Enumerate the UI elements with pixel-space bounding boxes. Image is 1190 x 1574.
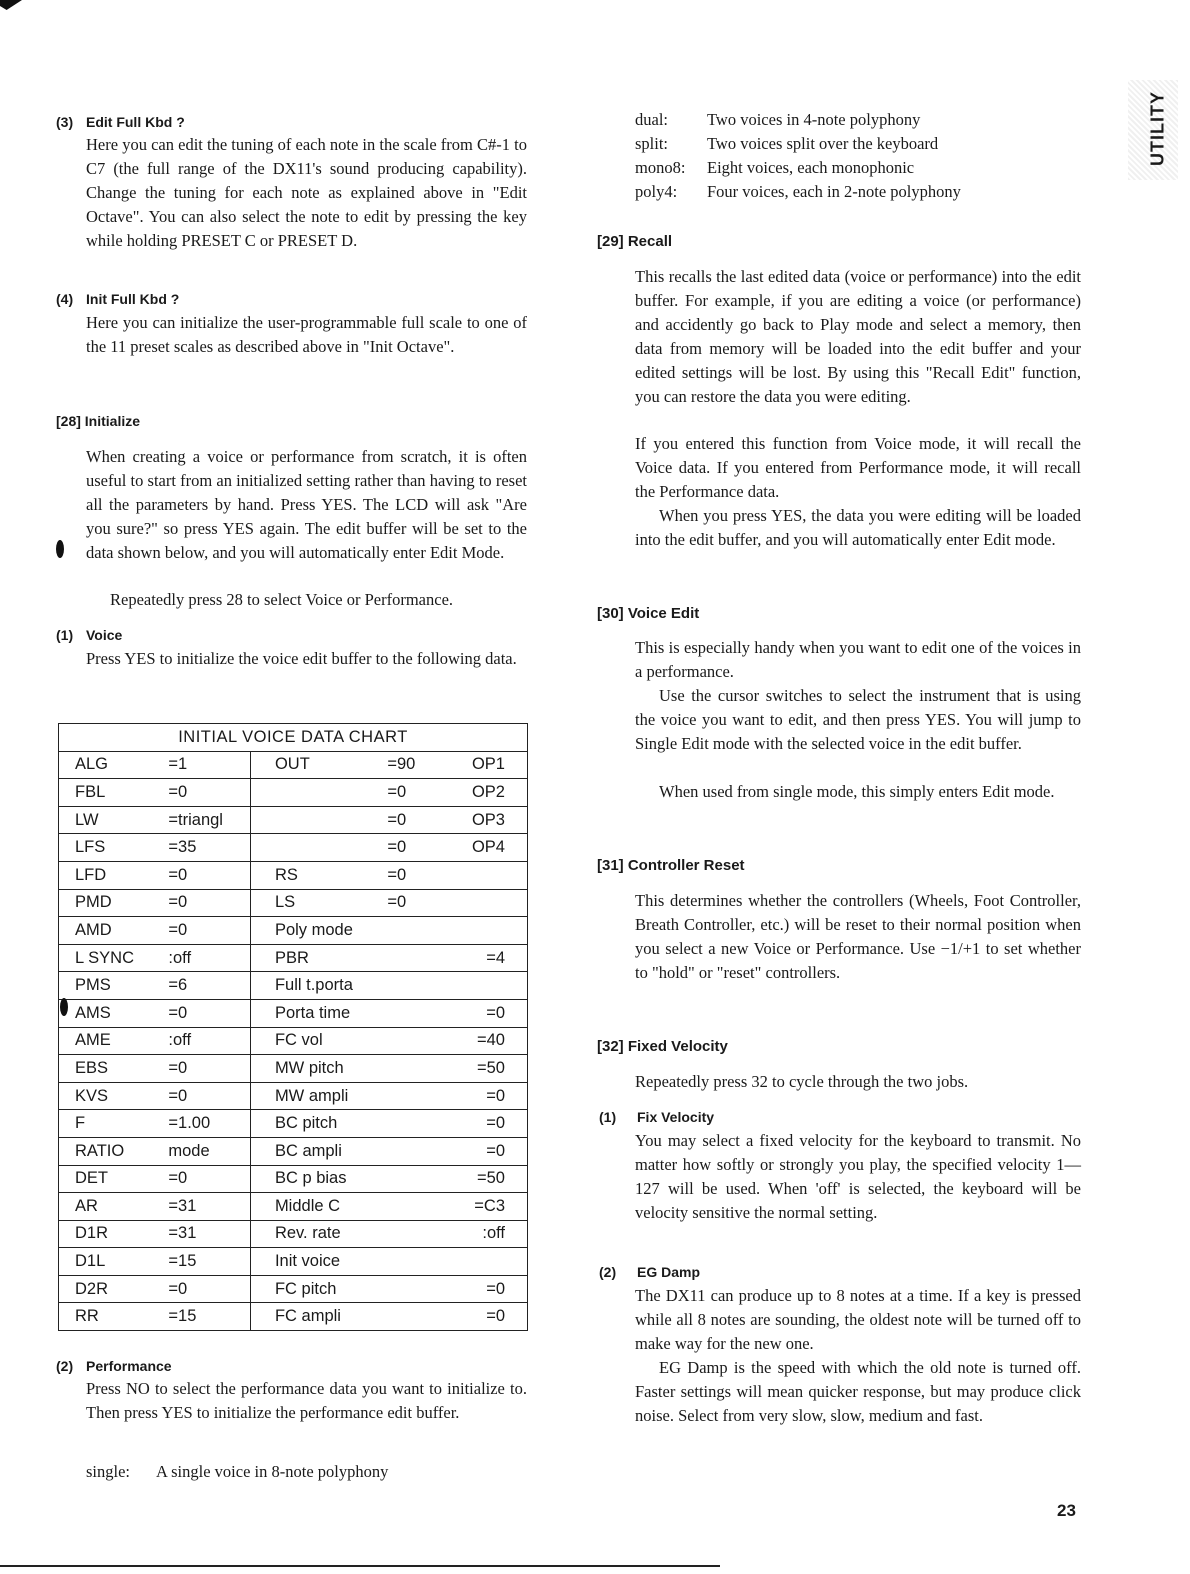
chart-param2-extra: =40: [458, 1027, 527, 1055]
chart-param2-value: =0: [371, 806, 458, 834]
chart-param-name: LFD: [59, 861, 153, 889]
chart-param2-value: =90: [371, 751, 458, 779]
single-mode-key: single:: [86, 1462, 130, 1481]
eg-damp-heading: (2) EG Damp: [599, 1264, 701, 1280]
corner-scan-mark: [0, 0, 22, 10]
chart-param2-value: [371, 1303, 458, 1331]
voice-edit-text: This is especially handy when you want to edit one of the voices in a performance.: [635, 638, 1081, 681]
chart-param2-value: [371, 1275, 458, 1303]
mode-row: [635, 108, 1075, 132]
chart-param2-name: FC pitch: [250, 1275, 371, 1303]
edit-full-kbd-text: Here you can edit the tuning of each note in the scale from C#-1 to C7 (the full range of the DX11's sound producing capability). Change the tuning for each note as explained above in "Edit Octave". You can also select the note to edit by pressing the key while holding PRESET C or PRESET D.: [86, 135, 527, 250]
chart-row: [59, 917, 528, 945]
chart-param2-extra: [458, 861, 527, 889]
chart-param2-value: [371, 972, 458, 1000]
chart-param2-name: BC p bias: [250, 1165, 371, 1193]
fix-velocity-text: You may select a fixed velocity for the keyboard to transmit. No matter how softly or strongly you play, the specified velocity 1—127 will be used. When 'off' is selected, the keyboard will be velocity sensitive the normal setting.: [635, 1131, 1081, 1222]
chart-param2-value: [371, 1055, 458, 1083]
voice-text: Press YES to initialize the voice edit buffer to the following data.: [86, 649, 517, 668]
chart-param2-name: BC pitch: [250, 1110, 371, 1138]
controller-reset-text: This determines whether the controllers (Wheels, Foot Controller, Breath Controller, etc.) will be reset to their normal position when you select a new Voice or Performance. Use −1/+1 to set whether to "hold" or "reset" controllers.: [635, 891, 1081, 982]
chart-param-value: =0: [152, 917, 250, 945]
chart-param2-name: Porta time: [250, 999, 371, 1027]
init-full-kbd-text: Here you can initialize the user-programmable full scale to one of the 11 preset scales as described above in "Init Octave".: [86, 313, 527, 356]
chart-param-value: =31: [152, 1220, 250, 1248]
chart-param-value: =31: [152, 1193, 250, 1221]
chart-param2-name: MW pitch: [250, 1055, 371, 1083]
single-mode-row: [86, 1462, 388, 1482]
voice-heading: (1) Voice: [56, 627, 123, 643]
mode-key: poly4:: [635, 182, 678, 201]
chart-param-name: AMS: [59, 999, 153, 1027]
mode-desc: Two voices split over the keyboard: [707, 134, 939, 153]
eg-damp-text-2: EG Damp is the speed with which the old note is turned off. Faster settings will mean quicker response, but may produce click noise. Select from very slow, slow, medium and fast.: [635, 1358, 1081, 1425]
chart-param2-name: Poly mode: [250, 917, 371, 945]
chart-row: [59, 1110, 528, 1138]
chart-param2-name: PBR: [250, 944, 371, 972]
controller-reset-heading: [31] Controller Reset: [597, 857, 745, 874]
chart-param2-value: [371, 1110, 458, 1138]
fixed-velocity-heading: [32] Fixed Velocity: [597, 1038, 728, 1055]
chart-param2-extra: OP4: [458, 834, 527, 862]
chart-param2-extra: OP3: [458, 806, 527, 834]
chart-row: [59, 1082, 528, 1110]
mode-row: [635, 132, 1075, 156]
chart-param2-extra: OP2: [458, 779, 527, 807]
chart-param2-name: FC vol: [250, 1027, 371, 1055]
chart-param2-extra: =50: [458, 1165, 527, 1193]
chart-param-value: =0: [152, 779, 250, 807]
chart-param-value: =0: [152, 1165, 250, 1193]
chart-param2-extra: OP1: [458, 751, 527, 779]
chart-param-name: D1R: [59, 1220, 153, 1248]
chart-row: [59, 1137, 528, 1165]
chart-row: [59, 779, 528, 807]
fix-velocity-heading: (1) Fix Velocity: [599, 1109, 715, 1125]
chart-param-value: =0: [152, 999, 250, 1027]
voice-edit-text-3: When used from single mode, this simply enters Edit mode.: [659, 782, 1055, 801]
mode-desc: Eight voices, each monophonic: [707, 158, 915, 177]
chart-param2-name: BC ampli: [250, 1137, 371, 1165]
chart-param2-value: [371, 1082, 458, 1110]
chart-param-name: AME: [59, 1027, 153, 1055]
voice-edit-heading: [30] Voice Edit: [597, 605, 700, 622]
chart-param-value: =0: [152, 861, 250, 889]
chart-param2-extra: =0: [458, 1303, 527, 1331]
recall-heading: [29] Recall: [597, 233, 673, 250]
chart-param-value: :off: [152, 1027, 250, 1055]
chart-param2-value: [371, 1027, 458, 1055]
chart-param2-extra: =0: [458, 1275, 527, 1303]
chart-param-name: RATIO: [59, 1137, 153, 1165]
bottom-rule: [0, 1565, 720, 1567]
chart-param2-value: [371, 944, 458, 972]
chart-param-name: KVS: [59, 1082, 153, 1110]
initialize-text-2: Repeatedly press 28 to select Voice or Performance.: [110, 590, 454, 609]
chart-param-name: ALG: [59, 751, 153, 779]
voice-edit-text-2: Use the cursor switches to select the instrument that is using the voice you want to edit, and then press YES. You will jump to Single Edit mode with the selected voice in the edit buffer.: [635, 686, 1081, 753]
chart-title: INITIAL VOICE DATA CHART: [59, 724, 528, 752]
chart-param-name: LW: [59, 806, 153, 834]
chart-param2-value: [371, 917, 458, 945]
chart-param-name: FBL: [59, 779, 153, 807]
chart-param2-extra: :off: [458, 1220, 527, 1248]
initialize-text: When creating a voice or performance from scratch, it is often useful to start from an initialized setting rather than having to reset all the parameters by hand. Press YES. The LCD will ask "Are you sure?" so press YES again. The edit buffer will be set to the data shown below, and you will automatically enter Edit Mode.: [86, 447, 527, 562]
chart-param2-name: [250, 779, 371, 807]
chart-param-name: D1L: [59, 1248, 153, 1276]
chart-param-value: mode: [152, 1137, 250, 1165]
mode-key: split:: [635, 134, 669, 153]
chart-param2-value: [371, 999, 458, 1027]
chart-param-value: =6: [152, 972, 250, 1000]
chart-param2-extra: =50: [458, 1055, 527, 1083]
chart-row: [59, 1193, 528, 1221]
mode-desc: Two voices in 4-note polyphony: [707, 110, 921, 129]
chart-param2-extra: [458, 1248, 527, 1276]
initial-voice-data-chart: [58, 723, 528, 1331]
fixed-velocity-text: Repeatedly press 32 to cycle through the two jobs.: [635, 1072, 969, 1091]
chart-param2-value: [371, 1220, 458, 1248]
chart-param2-name: [250, 806, 371, 834]
chart-param-name: L SYNC: [59, 944, 153, 972]
mode-desc: Four voices, each in 2-note polyphony: [707, 182, 961, 201]
initialize-heading: [28] Initialize: [56, 413, 141, 429]
chart-param2-name: MW ampli: [250, 1082, 371, 1110]
chart-param-name: PMS: [59, 972, 153, 1000]
chart-row: [59, 972, 528, 1000]
chart-param2-name: Rev. rate: [250, 1220, 371, 1248]
chart-param-name: EBS: [59, 1055, 153, 1083]
chart-param2-extra: =0: [458, 999, 527, 1027]
page-number: 23: [1057, 1501, 1076, 1520]
chart-param-value: =1.00: [152, 1110, 250, 1138]
chart-row: [59, 806, 528, 834]
chart-param2-name: Full t.porta: [250, 972, 371, 1000]
chart-param2-value: =0: [371, 889, 458, 917]
chart-param-name: AR: [59, 1193, 153, 1221]
binder-hole-mark: [60, 998, 68, 1016]
chart-param-name: AMD: [59, 917, 153, 945]
chart-row: [59, 944, 528, 972]
chart-param-name: RR: [59, 1303, 153, 1331]
chart-param2-extra: [458, 972, 527, 1000]
chart-param2-name: OUT: [250, 751, 371, 779]
chart-param2-value: =0: [371, 861, 458, 889]
chart-param2-name: [250, 834, 371, 862]
chart-row: [59, 1275, 528, 1303]
chart-row: [59, 1055, 528, 1083]
chart-param2-extra: =4: [458, 944, 527, 972]
chart-row: [59, 1303, 528, 1331]
chart-param2-value: [371, 1137, 458, 1165]
init-full-kbd-heading: (4) Init Full Kbd ?: [56, 291, 180, 307]
chart-param2-value: =0: [371, 834, 458, 862]
chart-param2-value: [371, 1165, 458, 1193]
recall-text-2: If you entered this function from Voice mode, it will recall the Voice data. If you entered from Performance mode, it will recall the Performance data.: [635, 434, 1081, 501]
chart-param-value: =triangl: [152, 806, 250, 834]
chart-param2-name: LS: [250, 889, 371, 917]
chart-row: [59, 1248, 528, 1276]
eg-damp-text: The DX11 can produce up to 8 notes at a time. If a key is pressed while all 8 notes are sounding, the oldest note will be turned off to make way for the new one.: [635, 1286, 1081, 1353]
performance-modes-list: [635, 108, 1075, 204]
chart-param2-extra: =0: [458, 1137, 527, 1165]
chart-param-name: LFS: [59, 834, 153, 862]
chart-param2-extra: [458, 889, 527, 917]
recall-text-3: When you press YES, the data you were editing will be loaded into the edit buffer, and you will automatically enter Edit mode.: [635, 506, 1081, 549]
chart-param2-name: Init voice: [250, 1248, 371, 1276]
edit-full-kbd-heading: (3) Edit Full Kbd ?: [56, 114, 185, 130]
chart-param2-value: [371, 1248, 458, 1276]
chart-param2-name: Middle C: [250, 1193, 371, 1221]
chart-param-value: =1: [152, 751, 250, 779]
chart-param2-extra: =0: [458, 1110, 527, 1138]
chart-row: [59, 751, 528, 779]
chart-param-value: =0: [152, 1055, 250, 1083]
recall-text: This recalls the last edited data (voice or performance) into the edit buffer. For example, if you are editing a voice (or performance) and accidently go back to Play mode and select a memory, then data from memory will be loaded into the edit buffer and your edited settings will be lost. By using this "Recall Edit" function, you can restore the data you were editing.: [635, 267, 1081, 406]
mode-row: [635, 180, 1075, 204]
chart-row: [59, 1220, 528, 1248]
performance-heading: (2) Performance: [56, 1358, 172, 1374]
chart-param-value: =15: [152, 1303, 250, 1331]
performance-text: Press NO to select the performance data you want to initialize to. Then press YES to initialize the performance edit buffer.: [86, 1379, 527, 1422]
chart-param-value: =0: [152, 1275, 250, 1303]
chart-row: [59, 999, 528, 1027]
chart-param-value: =0: [152, 889, 250, 917]
chart-param2-value: =0: [371, 779, 458, 807]
chart-param-value: :off: [152, 944, 250, 972]
chart-param-name: PMD: [59, 889, 153, 917]
mode-row: [635, 156, 1075, 180]
chart-row: [59, 1027, 528, 1055]
chart-param2-value: [371, 1193, 458, 1221]
chart-param-value: =15: [152, 1248, 250, 1276]
chart-param-name: F: [59, 1110, 153, 1138]
section-side-label: UTILITY: [1147, 91, 1168, 166]
chart-param-name: DET: [59, 1165, 153, 1193]
chart-row: [59, 889, 528, 917]
single-mode-desc: A single voice in 8-note polyphony: [156, 1462, 389, 1481]
chart-param-name: D2R: [59, 1275, 153, 1303]
mode-key: dual:: [635, 110, 668, 129]
chart-param2-extra: =0: [458, 1082, 527, 1110]
chart-param2-name: RS: [250, 861, 371, 889]
mode-key: mono8:: [635, 158, 686, 177]
chart-row: [59, 1165, 528, 1193]
binder-hole-mark: [56, 540, 64, 558]
chart-row: [59, 834, 528, 862]
chart-param-value: =0: [152, 1082, 250, 1110]
chart-param2-name: FC ampli: [250, 1303, 371, 1331]
chart-param2-extra: [458, 917, 527, 945]
chart-row: [59, 861, 528, 889]
chart-param-value: =35: [152, 834, 250, 862]
chart-param2-extra: =C3: [458, 1193, 527, 1221]
